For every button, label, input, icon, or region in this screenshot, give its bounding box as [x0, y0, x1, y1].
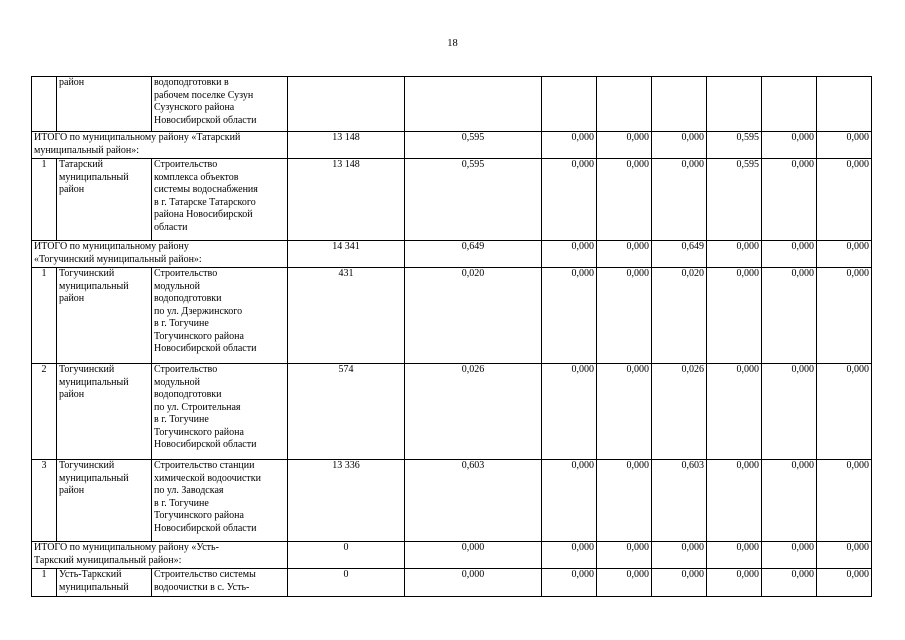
- funding-year-cell: [817, 77, 872, 132]
- table-row: [32, 460, 872, 542]
- funding-year-cell: 0,000: [762, 569, 817, 597]
- funding-year-cell: [542, 77, 597, 132]
- funding-year-cell: 0,000: [707, 241, 762, 268]
- row-number-cell: 2: [32, 364, 57, 460]
- funding-year-cell: 0,000: [652, 132, 707, 159]
- municipality-cell: Усть-Таркский муниципальный: [57, 569, 152, 597]
- funding-year-cell: 0,000: [597, 460, 652, 542]
- funding-total-cell: 0,000: [405, 569, 542, 597]
- object-name-cell: водоподготовки в рабочем поселке Сузун Сузунского района Новосибирской области: [152, 77, 288, 132]
- row-number-cell: 3: [32, 460, 57, 542]
- total-row: [32, 132, 872, 159]
- municipality-cell: Тогучинский муниципальный район: [57, 364, 152, 460]
- funding-year-cell: 0,000: [597, 569, 652, 597]
- funding-year-cell: 0,000: [597, 159, 652, 241]
- row-number-cell: 1: [32, 159, 57, 241]
- funding-year-cell: 0,595: [707, 159, 762, 241]
- funding-year-cell: 0,000: [542, 159, 597, 241]
- funding-year-cell: 0,000: [707, 542, 762, 569]
- funding-year-cell: 0,000: [597, 268, 652, 364]
- funding-year-cell: 0,000: [542, 364, 597, 460]
- funding-total-cell: 0,000: [405, 542, 542, 569]
- total-label-cell: ИТОГО по муниципальному району «Тогучинский муниципальный район»:: [32, 241, 288, 268]
- total-row: [32, 542, 872, 569]
- funding-total-cell: 0,026: [405, 364, 542, 460]
- total-label-cell: ИТОГО по муниципальному району «Усть- Таркский муниципальный район»:: [32, 542, 288, 569]
- cost-cell: 13 148: [288, 132, 405, 159]
- cost-cell: 0: [288, 569, 405, 597]
- funding-total-cell: 0,649: [405, 241, 542, 268]
- funding-year-cell: 0,000: [542, 241, 597, 268]
- funding-year-cell: 0,000: [652, 569, 707, 597]
- object-name-cell: Строительство системы водоочистки в с. Усть-: [152, 569, 288, 597]
- funding-year-cell: [707, 77, 762, 132]
- funding-year-cell: 0,000: [762, 241, 817, 268]
- funding-year-cell: 0,020: [652, 268, 707, 364]
- funding-year-cell: 0,000: [817, 268, 872, 364]
- funding-year-cell: 0,000: [707, 268, 762, 364]
- funding-year-cell: 0,000: [817, 159, 872, 241]
- funding-year-cell: 0,000: [707, 460, 762, 542]
- object-name-cell: Строительство станции химической водоочистки по ул. Заводская в г. Тогучине Тогучинского района Новосибирской области: [152, 460, 288, 542]
- funding-year-cell: 0,000: [762, 364, 817, 460]
- municipality-cell: Тогучинский муниципальный район: [57, 268, 152, 364]
- row-number-cell: 1: [32, 268, 57, 364]
- funding-total-cell: 0,020: [405, 268, 542, 364]
- table-row: [32, 77, 872, 132]
- funding-year-cell: 0,000: [542, 542, 597, 569]
- cost-cell: [288, 77, 405, 132]
- row-number-cell: 1: [32, 569, 57, 597]
- funding-year-cell: 0,026: [652, 364, 707, 460]
- funding-year-cell: 0,000: [817, 241, 872, 268]
- cost-cell: 574: [288, 364, 405, 460]
- municipality-cell: район: [57, 77, 152, 132]
- funding-year-cell: 0,000: [762, 542, 817, 569]
- funding-year-cell: 0,595: [707, 132, 762, 159]
- cost-cell: 13 336: [288, 460, 405, 542]
- funding-total-cell: 0,595: [405, 159, 542, 241]
- funding-year-cell: 0,000: [762, 132, 817, 159]
- funding-year-cell: 0,000: [652, 542, 707, 569]
- funding-year-cell: 0,000: [597, 364, 652, 460]
- funding-year-cell: 0,000: [817, 132, 872, 159]
- funding-year-cell: 0,603: [652, 460, 707, 542]
- funding-year-cell: 0,000: [542, 132, 597, 159]
- funding-year-cell: 0,000: [762, 159, 817, 241]
- municipality-cell: Татарский муниципальный район: [57, 159, 152, 241]
- funding-year-cell: 0,000: [652, 159, 707, 241]
- funding-year-cell: 0,000: [817, 364, 872, 460]
- object-name-cell: Строительство комплекса объектов системы водоснабжения в г. Татарске Татарского района Новосибирской области: [152, 159, 288, 241]
- funding-year-cell: [597, 77, 652, 132]
- municipality-cell: Тогучинский муниципальный район: [57, 460, 152, 542]
- cost-cell: 14 341: [288, 241, 405, 268]
- cost-cell: 13 148: [288, 159, 405, 241]
- funding-year-cell: 0,000: [762, 460, 817, 542]
- table-row: [32, 268, 872, 364]
- funding-year-cell: 0,000: [762, 268, 817, 364]
- total-label-cell: ИТОГО по муниципальному району «Татарский муниципальный район»:: [32, 132, 288, 159]
- cost-cell: 431: [288, 268, 405, 364]
- funding-year-cell: 0,000: [597, 241, 652, 268]
- funding-year-cell: 0,000: [707, 569, 762, 597]
- funding-year-cell: 0,000: [597, 542, 652, 569]
- cost-cell: 0: [288, 542, 405, 569]
- funding-table: [31, 76, 872, 597]
- table-row: [32, 569, 872, 597]
- table-row: [32, 159, 872, 241]
- funding-year-cell: 0,000: [542, 268, 597, 364]
- funding-total-cell: [405, 77, 542, 132]
- funding-year-cell: 0,000: [707, 364, 762, 460]
- table-row: [32, 364, 872, 460]
- funding-total-cell: 0,603: [405, 460, 542, 542]
- funding-year-cell: 0,649: [652, 241, 707, 268]
- funding-year-cell: 0,000: [542, 569, 597, 597]
- total-row: [32, 241, 872, 268]
- row-number-cell: [32, 77, 57, 132]
- funding-year-cell: 0,000: [817, 569, 872, 597]
- funding-year-cell: [762, 77, 817, 132]
- funding-year-cell: 0,000: [817, 460, 872, 542]
- object-name-cell: Строительство модульной водоподготовки по ул. Дзержинского в г. Тогучине Тогучинского района Новосибирской области: [152, 268, 288, 364]
- funding-year-cell: [652, 77, 707, 132]
- funding-year-cell: 0,000: [542, 460, 597, 542]
- funding-total-cell: 0,595: [405, 132, 542, 159]
- funding-year-cell: 0,000: [597, 132, 652, 159]
- funding-year-cell: 0,000: [817, 542, 872, 569]
- page-number: 18: [447, 38, 458, 49]
- object-name-cell: Строительство модульной водоподготовки по ул. Строительная в г. Тогучине Тогучинского района Новосибирской области: [152, 364, 288, 460]
